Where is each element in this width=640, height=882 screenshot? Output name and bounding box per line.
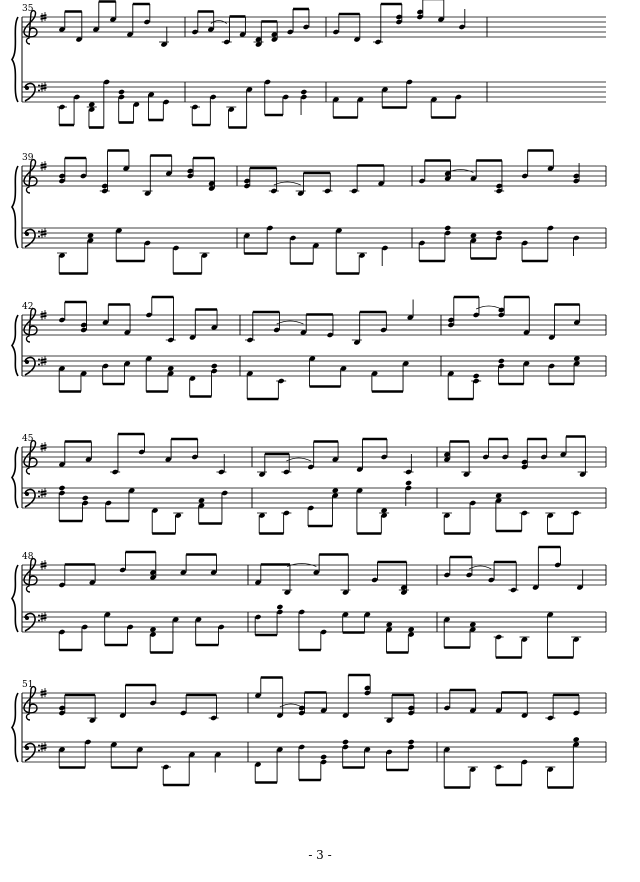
brace-icon	[12, 166, 18, 248]
bass-staff	[22, 742, 606, 762]
bass-notes	[190, 79, 307, 128]
brace-icon	[12, 693, 18, 762]
treble-notes	[58, 685, 218, 724]
bass-notes	[332, 79, 462, 118]
slur	[286, 458, 310, 461]
bass-notes	[243, 225, 388, 274]
bass-notes	[57, 227, 210, 273]
treble-notes	[418, 151, 579, 195]
measure-number: 35	[22, 4, 34, 14]
bass-notes	[58, 485, 228, 534]
system	[12, 0, 606, 128]
bass-notes	[246, 355, 409, 399]
brace-icon	[12, 315, 18, 376]
slur	[274, 182, 301, 185]
system	[12, 434, 606, 534]
brace-icon	[12, 447, 18, 508]
measure-number: 45	[22, 434, 34, 444]
treble-staff	[22, 166, 606, 186]
measure-number: 48	[22, 552, 34, 562]
bass-staff	[22, 82, 606, 102]
treble-notes	[332, 0, 465, 45]
slur	[476, 306, 501, 309]
bass-notes	[254, 739, 414, 783]
slur	[469, 566, 491, 569]
treble-staff	[22, 17, 606, 37]
treble-notes	[447, 297, 580, 341]
slur	[277, 321, 304, 324]
brace-icon	[12, 565, 18, 632]
measure-number: 39	[22, 153, 34, 163]
treble-notes	[191, 9, 309, 48]
treble-staff	[22, 565, 606, 585]
measure-number: 42	[22, 302, 34, 312]
system	[12, 151, 606, 274]
treble-notes	[58, 2, 169, 48]
treble-notes	[443, 690, 579, 721]
bass-notes	[442, 492, 581, 533]
bass-notes	[447, 355, 580, 399]
brace-icon	[12, 17, 18, 102]
system	[12, 547, 606, 658]
bass-notes	[57, 79, 170, 128]
bass-notes	[254, 604, 414, 653]
treble-staff	[22, 315, 606, 335]
page-number: - 3 -	[308, 848, 332, 862]
treble-notes	[58, 434, 226, 475]
treble-notes	[245, 300, 414, 346]
measure-number: 51	[22, 680, 34, 690]
slur	[280, 704, 302, 707]
treble-staff	[22, 693, 606, 713]
bass-notes	[443, 611, 581, 657]
treble-notes	[257, 439, 414, 478]
treble-notes	[254, 675, 414, 724]
treble-notes	[58, 151, 215, 197]
system	[12, 675, 606, 788]
bass-staff	[22, 488, 606, 508]
system	[12, 297, 606, 399]
